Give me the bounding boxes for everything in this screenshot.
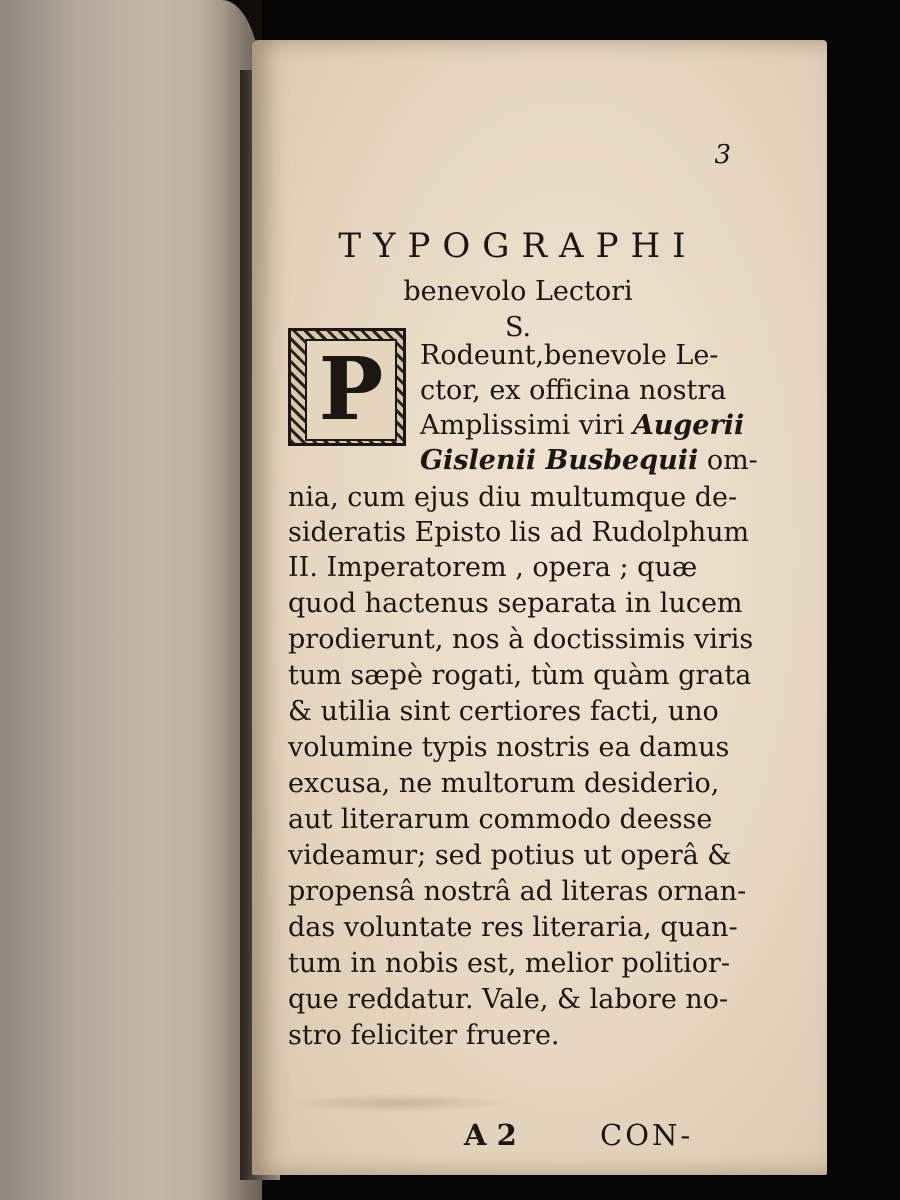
printed-page — [252, 40, 827, 1175]
salutation: S. — [504, 312, 532, 343]
signature-mark: A 2 — [464, 1118, 517, 1152]
text-line: Amplissimi viri Augerii — [420, 410, 745, 441]
text-line: II. Imperatorem , opera ; quæ — [288, 552, 698, 583]
text-line: Gislenii Busbequii om- — [420, 445, 758, 476]
text-line: ctor, ex officina nostra — [420, 375, 727, 406]
text-line: & utilia sint certiores facti, uno — [288, 696, 719, 727]
text-line: prodierunt, nos à doctissimis viris — [288, 624, 754, 655]
text-line: das voluntate res literaria, quan- — [288, 912, 738, 943]
ink-bleed-through — [292, 1094, 512, 1112]
text-line: stro feliciter fruere. — [288, 1020, 560, 1051]
text-line: excusa, ne multorum desiderio, — [288, 768, 720, 799]
text-line: tum sæpè rogati, tùm quàm grata — [288, 660, 752, 691]
drop-cap-letter: P — [305, 339, 397, 441]
page-number: 3 — [714, 140, 731, 170]
text-line: volumine typis nostris ea damus — [288, 732, 730, 763]
page-heading: TYPOGRAPHI — [338, 226, 698, 266]
text-line: videamur; sed potius ut operâ & — [288, 840, 732, 871]
text-line: sideratis Episto lis ad Rudolphum — [288, 517, 750, 548]
text-line: que reddatur. Vale, & labore no- — [288, 984, 729, 1015]
page-subheading: benevolo Lectori — [403, 276, 633, 307]
text-line: aut literarum commodo deesse — [288, 804, 713, 835]
text-line: nia, cum ejus diu multumque de- — [288, 482, 738, 513]
catchword: CON- — [600, 1118, 694, 1152]
decorative-initial — [288, 328, 406, 446]
page-text — [252, 40, 827, 1175]
text-line: Rodeunt,benevole Le- — [420, 340, 719, 371]
text-line: tum in nobis est, melior politior- — [288, 948, 731, 979]
text-line: propensâ nostrâ ad literas ornan- — [288, 876, 747, 907]
text-line: quod hactenus separata in lucem — [288, 588, 743, 619]
